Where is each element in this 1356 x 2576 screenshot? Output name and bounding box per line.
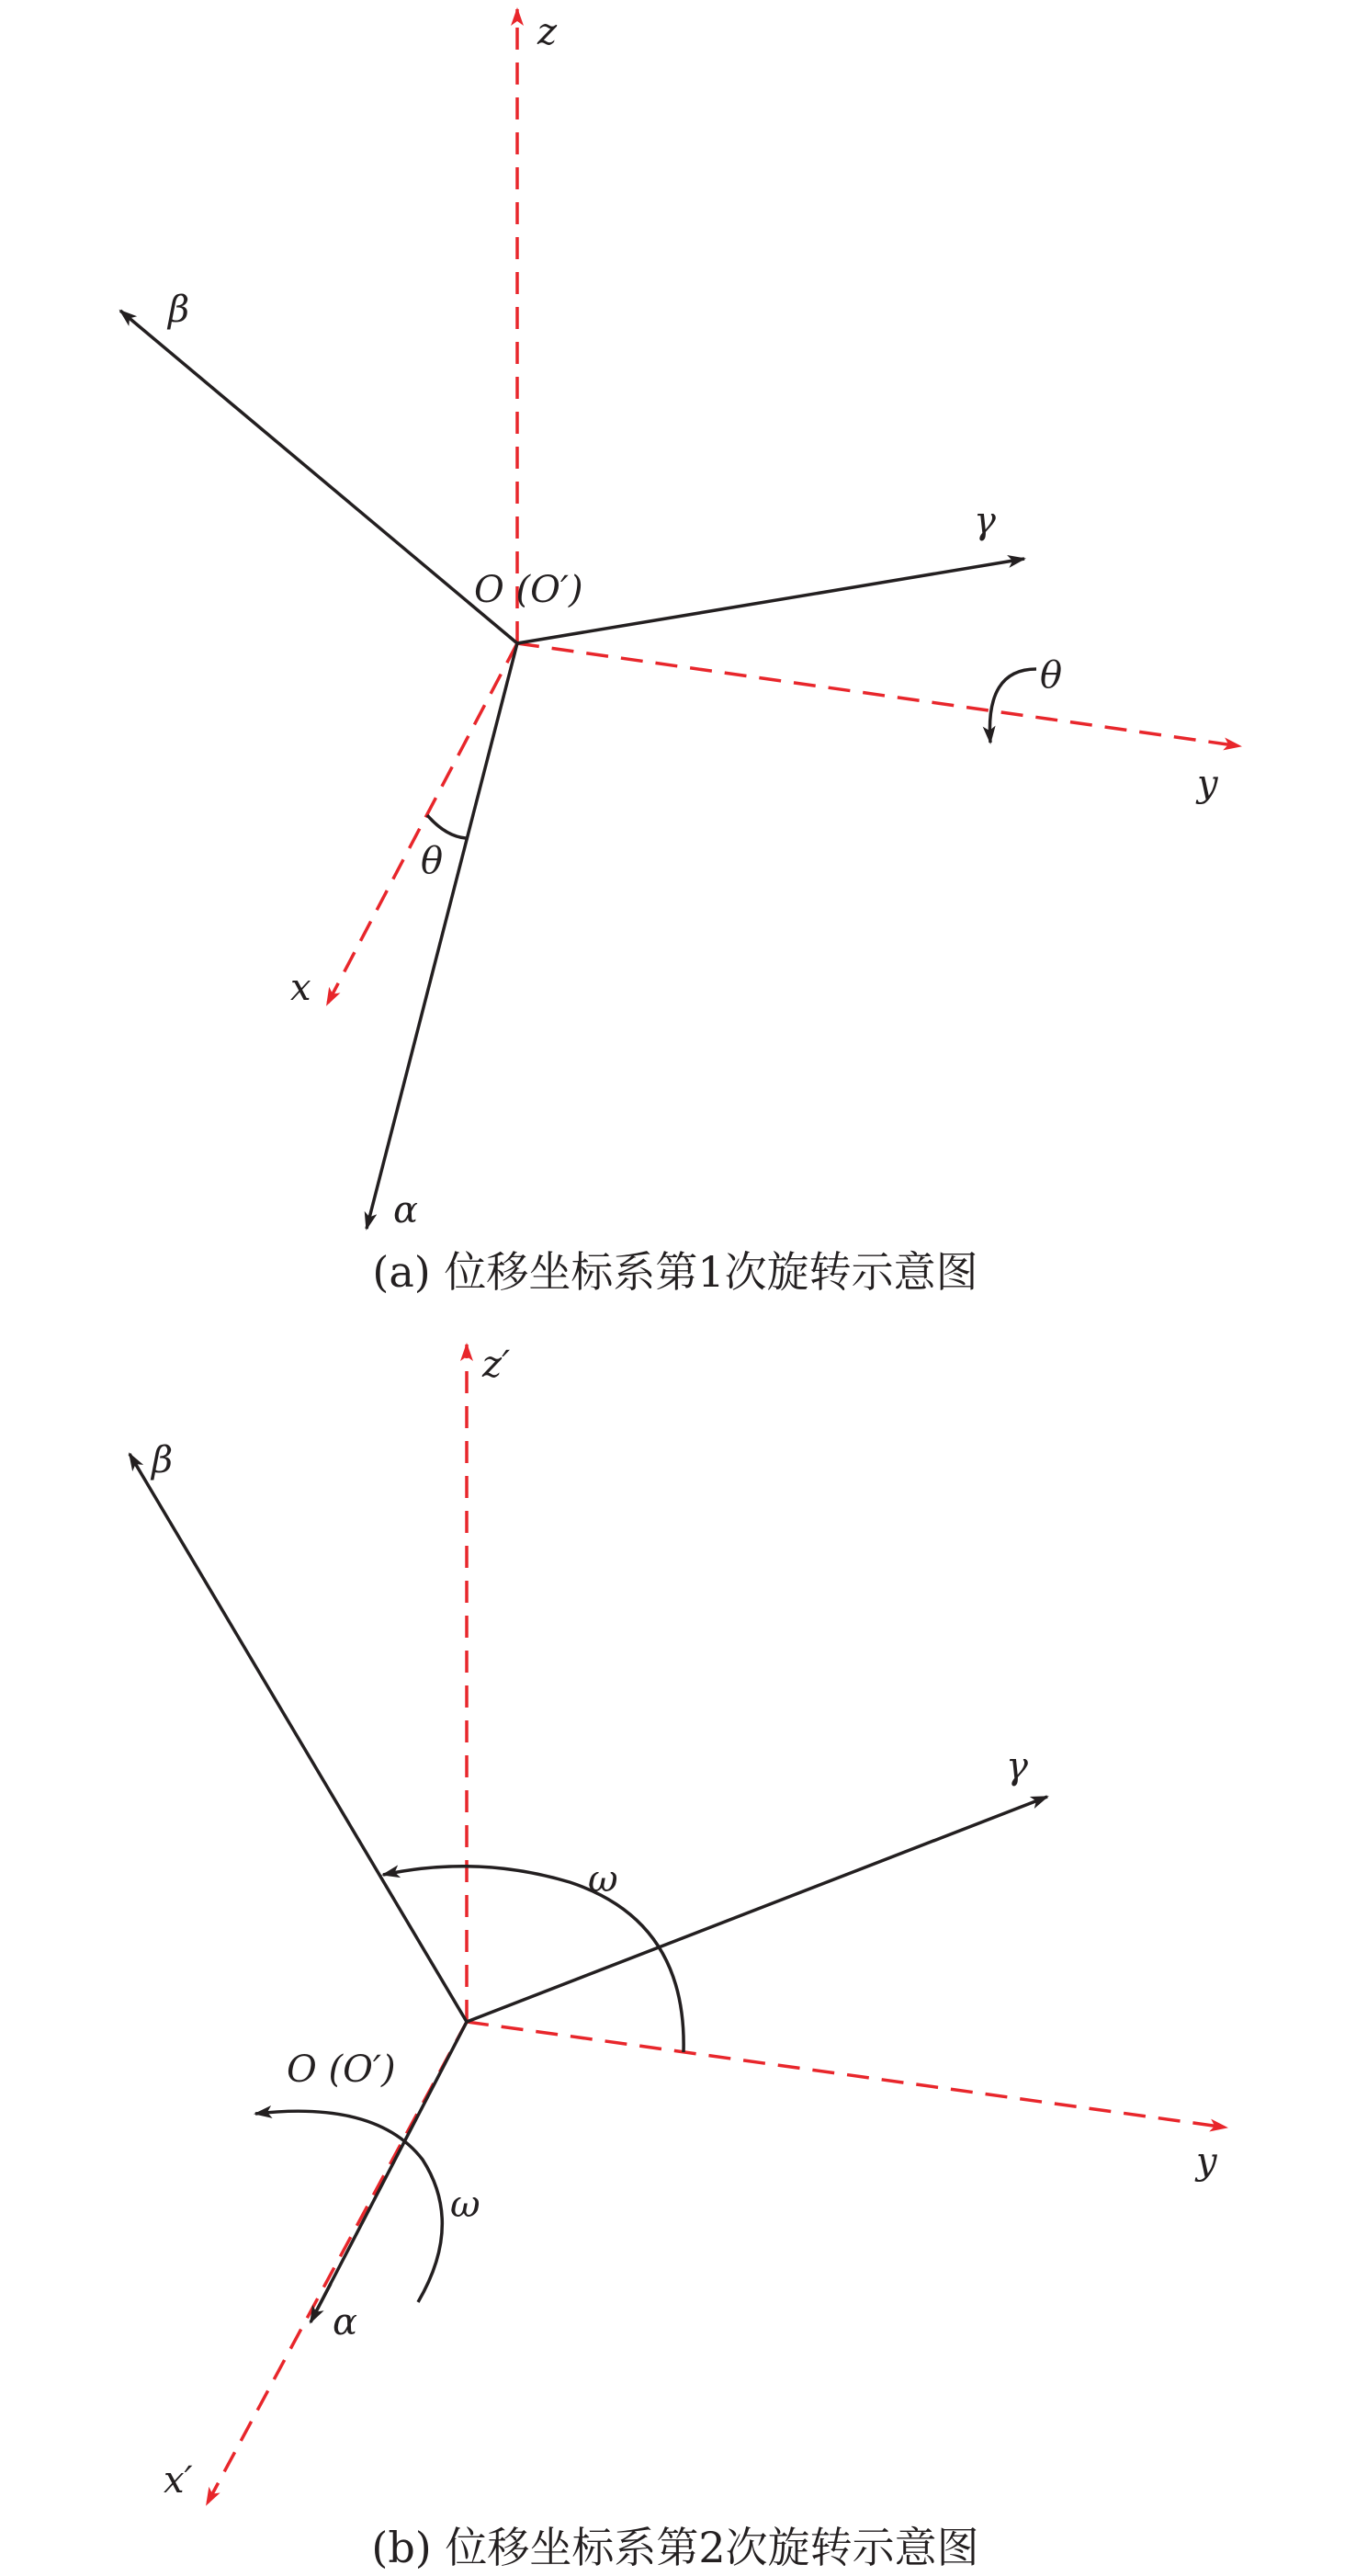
caption-a: (a) 位移坐标系第1次旋转示意图: [372, 1247, 978, 1297]
label-x-b: x′: [164, 2459, 193, 2502]
axis-gamma-a: [517, 559, 1024, 643]
label-alpha-a: α: [393, 1189, 419, 1231]
label-omega-top-b: ω: [588, 1858, 618, 1901]
diagram-a: [120, 9, 1240, 1231]
axis-gamma-b: [467, 1797, 1047, 2022]
label-y-b: y: [1196, 2140, 1217, 2183]
axis-beta-b: [130, 1454, 467, 2022]
rotation-arrow-theta-a: [989, 669, 1036, 743]
label-origin-a: O (O′): [474, 569, 583, 611]
label-theta-between-a: θ: [421, 840, 444, 882]
label-alpha-b: α: [333, 2301, 358, 2343]
axis-x-a: [327, 643, 517, 1004]
axis-alpha-a: [367, 643, 517, 1229]
rotation-arrow-omega-bottom-b: [255, 2111, 442, 2302]
label-gamma-a: γ: [974, 500, 996, 542]
angle-arc-theta-a: [427, 815, 466, 838]
label-beta-b: β: [152, 1439, 174, 1481]
label-z-a: z: [537, 11, 558, 53]
axis-y-a: [517, 643, 1240, 746]
label-z-b: z′: [482, 1344, 511, 1386]
label-x-a: x: [290, 967, 311, 1009]
label-theta-rotation-a: θ: [1040, 654, 1063, 697]
diagram-b: [130, 1344, 1226, 2504]
caption-b: (b) 位移坐标系第2次旋转示意图: [371, 2523, 979, 2572]
axis-beta-a: [120, 311, 517, 643]
label-y-a: y: [1197, 763, 1218, 805]
axis-y-b: [467, 2022, 1226, 2128]
label-gamma-b: γ: [1006, 1745, 1028, 1787]
label-origin-b: O (O′): [287, 2048, 396, 2091]
label-beta-a: β: [168, 289, 190, 331]
label-omega-bottom-b: ω: [450, 2184, 480, 2226]
